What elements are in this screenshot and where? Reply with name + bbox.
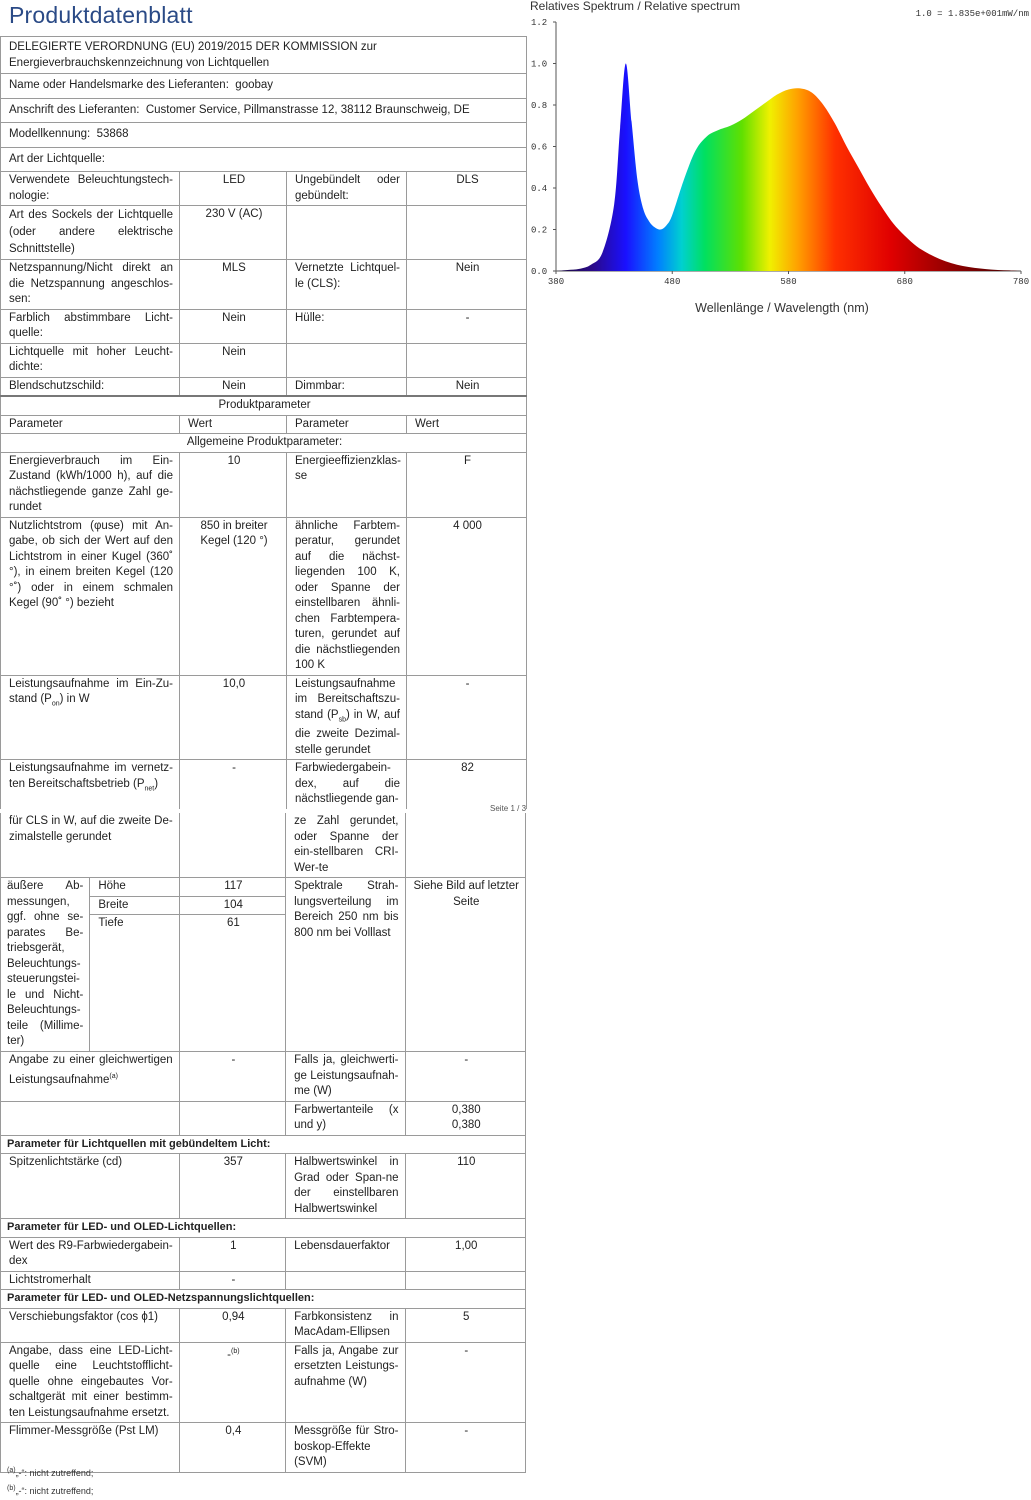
equiv-value: - (179, 1052, 285, 1102)
depth-label: Tiefe (90, 915, 179, 1052)
r9-label: Wert des R9-Farbwiedergabein-dex (1, 1237, 180, 1271)
peak-row (1, 1154, 526, 1219)
spd-label: Spektrale Strah-lungsverteilung im Bereich 250 nm bis 800 nm bei Volllast (286, 878, 405, 1052)
width-value: 104 (179, 896, 285, 915)
pon-label-text: Leistungsaufnahme im Ein-Zu-stand (P (9, 677, 173, 705)
type-label: Art der Lichtquelle: (1, 147, 527, 172)
dls-section-title: Parameter für Lichtquellen mit gebündeltem Licht: (1, 1135, 526, 1154)
height-row (1, 878, 526, 897)
hld-label: Lichtquelle mit hoher Leucht-dichte: (1, 343, 180, 377)
footnote-a-text: „-“: nicht zutreffend; (15, 1468, 94, 1478)
psb-label-unit: ) in W, auf die zweite Dezimal-stelle gerundet (295, 708, 400, 756)
chroma-y: 0,380 (451, 1119, 481, 1131)
spd-value: Siehe Bild auf letzter Seite (405, 878, 526, 1052)
height-value: 117 (179, 878, 285, 897)
peak-label: Spitzenlichtstärke (cd) (1, 1154, 180, 1219)
maint-value: - (179, 1271, 285, 1290)
plot-area (531, 18, 1029, 287)
address-value: Customer Service, Pillmanstrasse 12, 38112 Braunschweig, DE (145, 103, 470, 116)
flux-row (1, 517, 527, 675)
equiv-power-label: Falls ja, gleichwerti-ge Leistungsaufnah-me (W) (286, 1052, 405, 1102)
pon-label (1, 675, 180, 760)
psb-sub: sb (338, 715, 346, 723)
supplier-row (1, 74, 527, 99)
dims-label: äußere Ab-messungen, ggf. ohne se-parates Be-triebsgerät, Beleuchtungs-steuerungstei-le und Nicht-Beleuchtungs-teile (Millime-ter) (1, 878, 90, 1052)
pnet-continued: für CLS in W, auf die zweite De-zimalstelle gerundet (1, 813, 180, 878)
pnet-cont-value (179, 813, 285, 878)
chroma-empty-b (179, 1101, 285, 1135)
y-tick-label-0.6: 0.6 (531, 142, 548, 153)
chroma-label: Farbwertanteile (x und y) (286, 1101, 405, 1135)
socket-label: Art des Sockels der Lichtquelle (oder andere elektrische Schnittstelle) (1, 206, 180, 260)
equiv-row (1, 1052, 526, 1102)
dls-section-row (1, 1135, 526, 1154)
led-section-title: Parameter für LED- und OLED-Lichtquellen: (1, 1219, 526, 1238)
chroma-x: 0,380 (451, 1103, 481, 1116)
pf-row (1, 1308, 526, 1342)
dimmable-value: Nein (407, 377, 527, 396)
y-tick-label-0.0: 0.0 (531, 267, 548, 277)
shield-label: Blendschutzschild: (1, 377, 180, 396)
replace-power-label: Falls ja, Angabe zur ersetzten Leistungs-aufnahme (W) (286, 1342, 405, 1423)
maint-label: Lichtstromerhalt (1, 1271, 180, 1290)
cls-value: Nein (407, 260, 527, 310)
tech-value: LED (180, 172, 287, 206)
maint-empty-a (286, 1271, 405, 1290)
pon-sub: on (51, 700, 60, 708)
model-label: Modellkennung: (9, 128, 91, 140)
model-row (1, 123, 527, 148)
x-tick-label-380: 380 (547, 277, 565, 287)
depth-value: 61 (179, 915, 285, 1052)
supplier-cell (1, 74, 527, 99)
params-section-row (1, 396, 527, 415)
equiv-power-value: - (405, 1052, 526, 1102)
beam-label: Halbwertswinkel in Grad oder Span-ne der einstellbaren Halbwertswinkel (286, 1154, 405, 1219)
pnet-row (1, 760, 527, 809)
cct-label: ähnliche Farbtem-peratur, gerundet auf die nächst-liegenden 100 K, oder Spanne der einstellbaren ähnli-chen Farbtempera-turen, gerundet auf die nächstliegenden 100 K (287, 517, 407, 675)
page-number: Seite 1 / 3 (490, 804, 527, 813)
hld-empty-a (287, 343, 407, 377)
pon-value: 10,0 (180, 675, 287, 760)
cri-value: 82 (407, 760, 527, 809)
regulation-text: DELEGIERTE VERORDNUNG (EU) 2019/2015 DER KOMMISSION zur Energieverbrauchskennzeichnung von Lichtquellen (1, 37, 527, 74)
tech-row (1, 172, 527, 206)
equiv-label (1, 1052, 180, 1102)
energy-label: Energieverbrauch im Ein-Zustand (kWh/1000 h), auf die nächstliegende ganze Zahl ge-rundet (1, 452, 180, 517)
width-label: Breite (90, 896, 179, 915)
flux-value: 850 in breiter Kegel (120 °) (180, 517, 287, 675)
maint-empty-b (405, 1271, 526, 1290)
spectrum-area (556, 63, 1021, 271)
pnet-label (1, 760, 180, 809)
chart-title (530, 0, 740, 13)
socket-empty-a (287, 206, 407, 260)
pon-row (1, 675, 527, 760)
supplier-label: Name oder Handelsmarke des Lieferanten: (9, 79, 229, 91)
hld-row (1, 343, 527, 377)
x-axis-label: Wellenlänge / Wavelength (nm) (695, 301, 869, 315)
y-tick-label-1.2: 1.2 (531, 18, 548, 28)
peak-value: 357 (179, 1154, 285, 1219)
replace-footnote-mark: (b) (231, 1347, 240, 1355)
y-tick-label-0.8: 0.8 (531, 101, 548, 111)
socket-row (1, 206, 527, 260)
model-value: 53868 (96, 128, 129, 140)
mains-section-row (1, 1290, 526, 1309)
cont-row (1, 813, 526, 878)
socket-value: 230 V (AC) (180, 206, 287, 260)
spectrum-chart-svg (528, 0, 1031, 330)
flicker-label: Flimmer-Messgröße (Pst LM) (1, 1423, 180, 1473)
footnote-b-text: „-“: nicht zutreffend; (15, 1486, 94, 1496)
footnote-a (7, 1467, 93, 1478)
shield-row (1, 377, 527, 396)
datasheet-table-page2 (0, 813, 526, 1473)
y-tick-label-1.0: 1.0 (531, 59, 548, 70)
general-section-row (1, 434, 527, 453)
col-param-1: Parameter (1, 415, 180, 434)
envelope-label: Hülle: (287, 309, 407, 343)
y-tick-label-0.4: 0.4 (531, 184, 548, 194)
address-cell (1, 98, 527, 123)
replace-label: Angabe, dass eine LED-Licht-quelle eine Leuchtstofflicht-quelle ohne eingebautes Vor-schaltgerät mit einer bestimm-ten Leistungsaufnahme ersetzt. (1, 1342, 180, 1423)
datasheet-table-page1 (0, 36, 527, 809)
address-row (1, 98, 527, 123)
tunable-label: Farblich abstimmbare Licht-quelle: (1, 309, 180, 343)
general-section-title: Allgemeine Produktparameter: (1, 434, 527, 453)
x-tick-label-780: 780 (1012, 277, 1030, 287)
chroma-empty-a (1, 1101, 180, 1135)
bundled-value: DLS (407, 172, 527, 206)
r9-value: 1 (179, 1237, 285, 1271)
supplier-value: goobay (235, 79, 274, 91)
params-col-header-row (1, 415, 527, 434)
footnote-b-mark: (b) (7, 1485, 16, 1492)
eclass-label: Energieeffizienzklas-se (287, 452, 407, 517)
energy-row (1, 452, 527, 517)
chroma-values (405, 1101, 526, 1135)
col-param-2: Parameter (287, 415, 407, 434)
page-title: Produktdatenblatt (9, 2, 193, 28)
beam-value: 110 (405, 1154, 526, 1219)
params-section-title: Produktparameter (1, 396, 527, 415)
flux-label: Nutzlichtstrom (φuse) mit An-gabe, ob sich der Wert auf den Lichtstrom in einer Kugel (360˚ °), in einem breiten Kegel (120 °˚) oder in einem schmalen Kegel (90˚ °) bezieht (1, 517, 180, 675)
r9-row (1, 1237, 526, 1271)
psb-label-text: Leistungsaufnahme im Bereitschaftszu-stand (P (295, 677, 400, 721)
col-value-1: Wert (180, 415, 287, 434)
hld-empty-b (407, 343, 527, 377)
footnote-a-mark: (a) (7, 1467, 16, 1474)
maint-row (1, 1271, 526, 1290)
y-tick-label-0.2: 0.2 (531, 225, 548, 236)
tunable-row (1, 309, 527, 343)
flicker-row (1, 1423, 526, 1473)
x-tick-label-580: 580 (780, 277, 797, 287)
equiv-footnote-mark: (a) (109, 1072, 118, 1080)
pon-label-unit: ) in W (59, 693, 90, 705)
socket-empty-b (407, 206, 527, 260)
svm-value: - (405, 1423, 526, 1473)
chroma-row (1, 1101, 526, 1135)
mains-row (1, 260, 527, 310)
dimmable-label: Dimmbar: (287, 377, 407, 396)
pnet-label-text: Leistungsaufnahme im vernetz-ten Bereitschaftsbetrieb (P (9, 762, 173, 790)
envelope-value: - (407, 309, 527, 343)
cri-continued: ze Zahl gerundet, oder Spanne der ein-stellbaren CRI-Wer-te (286, 813, 405, 878)
psb-value: - (407, 675, 527, 760)
consistency-value: 5 (405, 1308, 526, 1342)
cri-cont-value (405, 813, 526, 878)
cri-label: Farbwiedergabein-dex, auf die nächstliegende gan- (287, 760, 407, 809)
equiv-label-text: Angabe zu einer gleichwertigen Leistungsaufnahme (9, 1054, 173, 1086)
flicker-value: 0,4 (179, 1423, 285, 1473)
spectrum-chart (528, 0, 1031, 330)
replace-row (1, 1342, 526, 1423)
cct-value: 4 000 (407, 517, 527, 675)
survival-value: 1,00 (405, 1237, 526, 1271)
chart-title-text: Relatives Spektrum / Relative spectrum (530, 0, 741, 13)
eclass-value: F (407, 452, 527, 517)
mains-section-title: Parameter für LED- und OLED-Netzspannungslichtquellen: (1, 1290, 526, 1309)
mains-value: MLS (180, 260, 287, 310)
x-tick-label-680: 680 (896, 277, 913, 287)
cls-label: Vernetzte Lichtquel-le (CLS): (287, 260, 407, 310)
pf-label: Verschiebungsfaktor (cos ϕ1) (1, 1308, 180, 1342)
regulation-row (1, 37, 527, 74)
mains-label: Netzspannung/Nicht direkt an die Netzspannung angeschlos-sen: (1, 260, 180, 310)
pnet-sub: net (144, 785, 155, 793)
chart-scale-note: 1.0 = 1.835e+001mW/nm (915, 9, 1029, 19)
tech-label: Verwendete Beleuchtungstech-nologie: (1, 172, 180, 206)
led-section-row (1, 1219, 526, 1238)
bundled-label: Ungebündelt oder gebündelt: (287, 172, 407, 206)
type-row (1, 147, 527, 172)
svm-label: Messgröße für Stro-boskop-Effekte (SVM) (286, 1423, 405, 1473)
pnet-value: - (180, 760, 287, 809)
survival-label: Lebensdauerfaktor (286, 1237, 405, 1271)
psb-label (287, 675, 407, 760)
shield-value: Nein (180, 377, 287, 396)
energy-value: 10 (180, 452, 287, 517)
replace-power-value: - (405, 1342, 526, 1423)
col-value-2: Wert (407, 415, 527, 434)
x-tick-label-480: 480 (664, 277, 681, 287)
hld-value: Nein (180, 343, 287, 377)
consistency-label: Farbkonsistenz in MacAdam-Ellipsen (286, 1308, 405, 1342)
pnet-label-unit: ) (154, 777, 159, 790)
height-label: Höhe (90, 878, 179, 897)
model-cell (1, 123, 527, 148)
replace-value-text: - (227, 1348, 231, 1361)
footnote-b (7, 1485, 93, 1496)
tunable-value: Nein (180, 309, 287, 343)
address-label: Anschrift des Lieferanten: (9, 103, 140, 116)
replace-value (179, 1342, 285, 1423)
pf-value: 0,94 (179, 1308, 285, 1342)
